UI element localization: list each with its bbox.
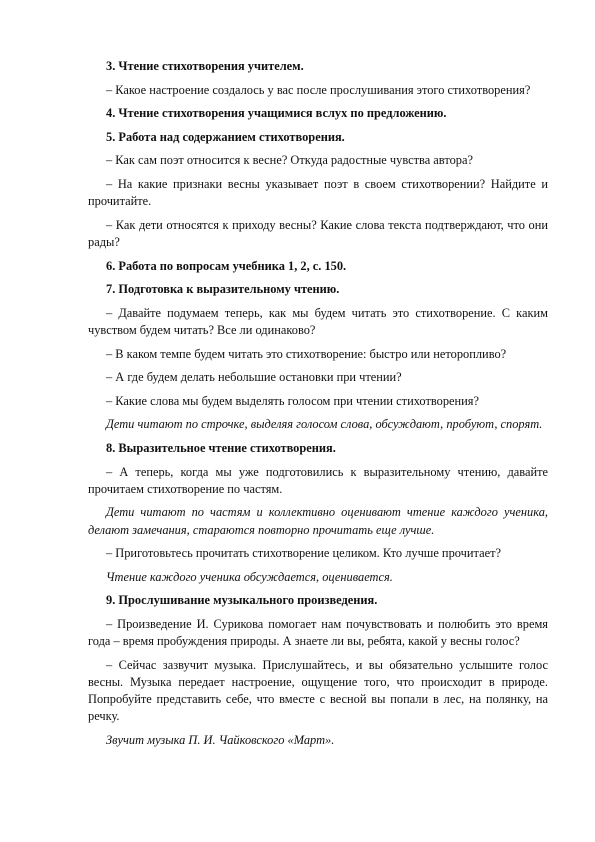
question-paragraph: – Как сам поэт относится к весне? Откуда радостные чувства автора?: [106, 153, 473, 168]
question-paragraph: – Сейчас зазвучит музыка. Прислушайтесь, и вы обязательно услышите голос весны. Музыка передает настроение, ощущение того, что происходит в природе. Попробуйте представить себе, что вместе с весной вы попали в лес, на полянку, на речку.: [88, 657, 548, 724]
question-paragraph: – Давайте подумаем теперь, как мы будем читать это стихотворение. С каким чувством будем читать? Все ли одинаково?: [88, 305, 548, 337]
question-paragraph: – Приготовьтесь прочитать стихотворение целиком. Кто лучше прочитает?: [106, 546, 501, 561]
question-paragraph: – Какие слова мы будем выделять голосом при чтении стихотворения?: [106, 393, 479, 408]
question-paragraph: – Как дети относятся к приходу весны? Какие слова текста подтверждают, что они рады?: [88, 217, 548, 249]
section-heading: 8. Выразительное чтение стихотворения.: [106, 440, 336, 455]
section-heading: 3. Чтение стихотворения учителем.: [106, 59, 304, 73]
activity-note: Дети читают по строчке, выделяя голосом слова, обсуждают, пробуют, спорят.: [106, 417, 543, 432]
section-heading: 6. Работа по вопросам учебника 1, 2, с. 150.: [106, 258, 347, 273]
activity-note: Дети читают по частям и коллективно оценивают чтение каждого ученика, делают замечания, стараются повторно прочитать еще лучше.: [88, 505, 548, 537]
activity-note: Чтение каждого ученика обсуждается, оценивается.: [106, 569, 393, 584]
section-heading: 7. Подготовка к выразительному чтению.: [106, 282, 340, 297]
section-heading: 4. Чтение стихотворения учащимися вслух по предложению.: [106, 106, 447, 121]
section-heading: 5. Работа над содержанием стихотворения.: [106, 129, 345, 144]
activity-note: Звучит музыка П. И. Чайковского «Март».: [106, 732, 335, 747]
question-paragraph: – А теперь, когда мы уже подготовились к выразительному чтению, давайте прочитаем стихотворение по частям.: [88, 464, 548, 496]
section-heading: 9. Прослушивание музыкального произведения.: [106, 593, 378, 608]
question-paragraph: – А где будем делать небольшие остановки при чтении?: [106, 370, 402, 385]
question-paragraph: – Какое настроение создалось у вас после прослушивания этого стихотворения?: [106, 82, 531, 97]
question-paragraph: – Произведение И. Сурикова помогает нам почувствовать и полюбить это время года – время пробуждения природы. А знаете ли вы, ребята, какой у весны голос?: [88, 616, 548, 649]
question-paragraph: – На какие признаки весны указывает поэт в своем стихотворении? Найдите и прочитайте.: [88, 176, 548, 209]
question-paragraph: – В каком темпе будем читать это стихотворение: быстро или неторопливо?: [106, 346, 507, 361]
